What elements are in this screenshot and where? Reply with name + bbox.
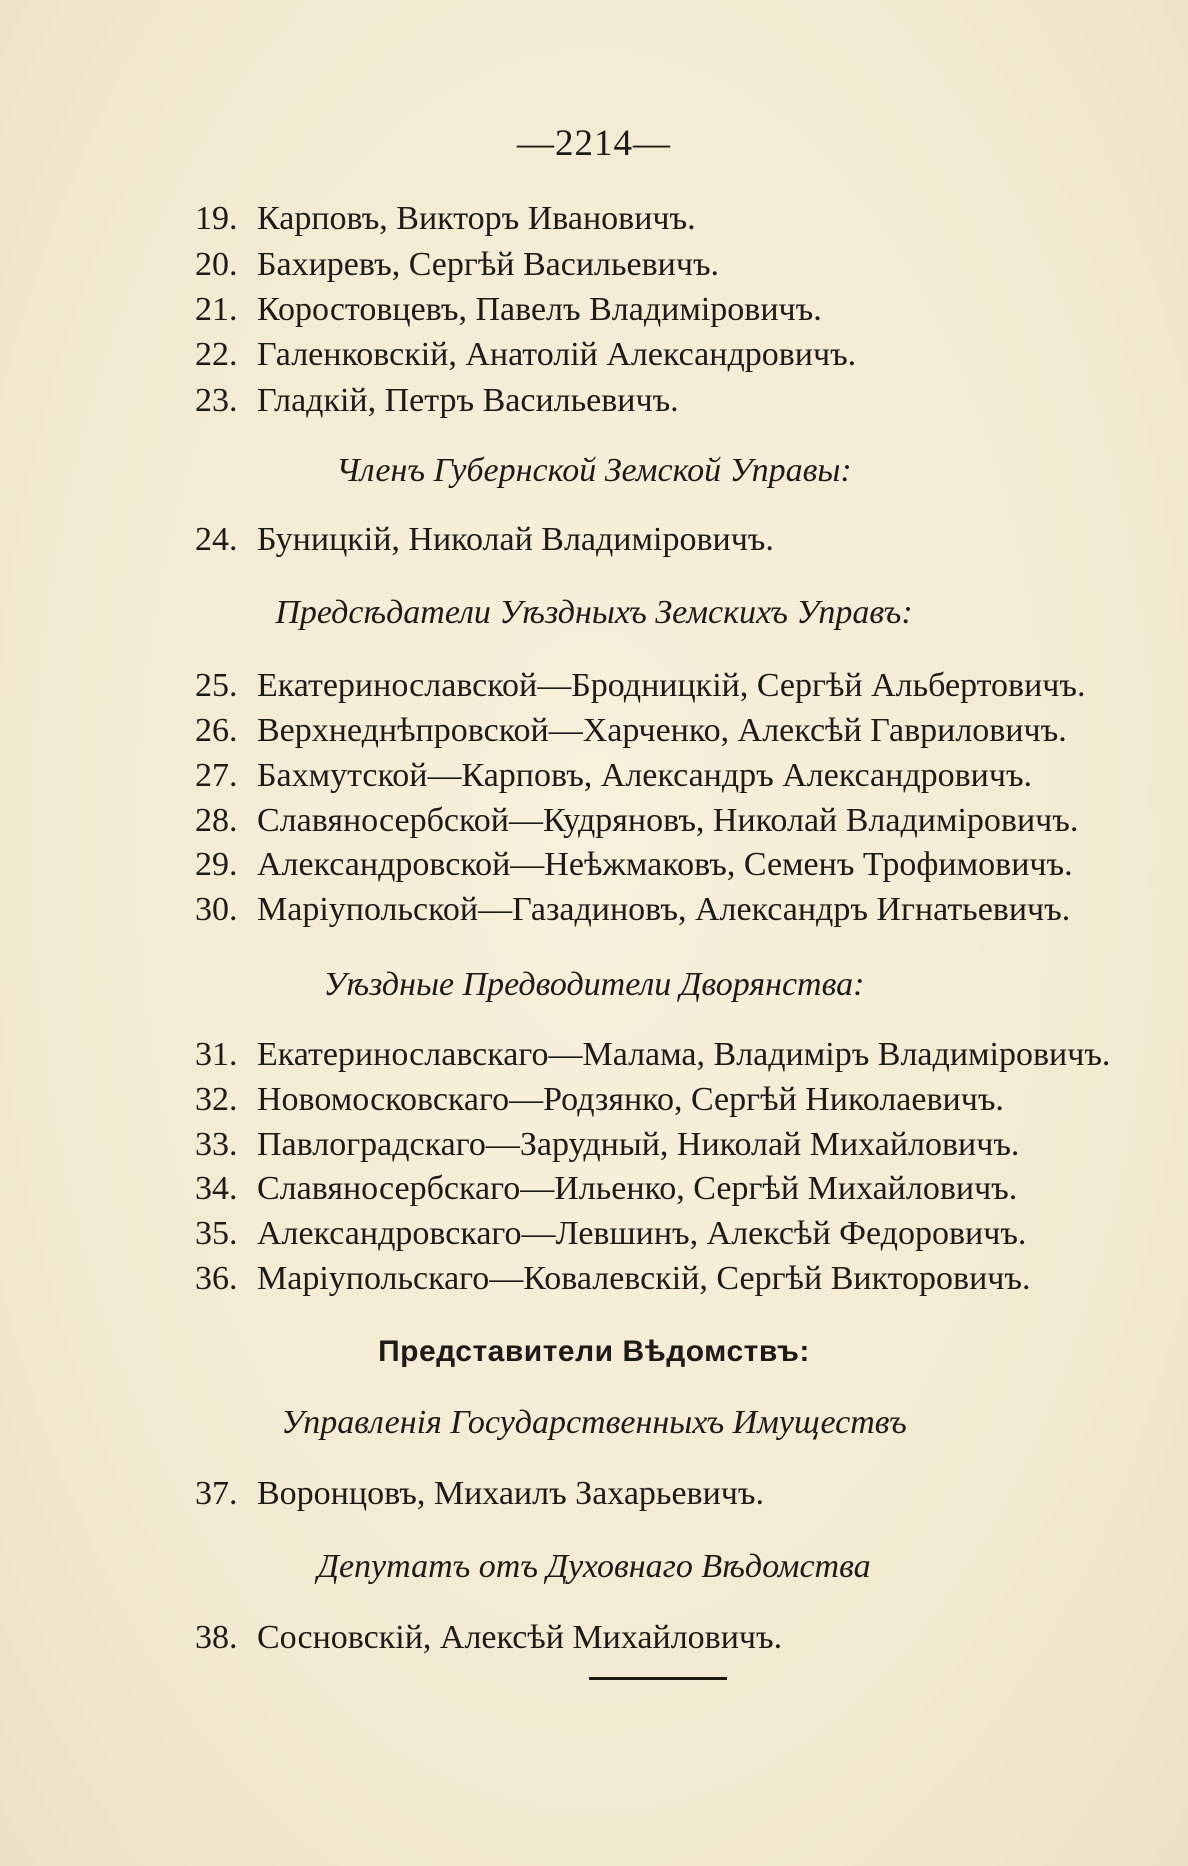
item-number: 33. <box>195 1126 238 1163</box>
item-text: Бахмутской—Карповъ, Александръ Александровичъ. <box>257 757 1033 794</box>
item-text: Марiупольскаго—Ковалевскiй, Сергѣй Викторовичъ. <box>257 1260 1031 1297</box>
item-number: 29. <box>195 846 238 883</box>
section-heading: Уѣздные Предводители Дворянства: <box>323 966 865 1003</box>
list-item <box>195 1257 1030 1301</box>
page-number: —2214— <box>517 123 671 164</box>
item-text: Александровской—Неѣжмаковъ, Семенъ Трофимовичъ. <box>257 846 1073 883</box>
item-number: 26. <box>195 712 238 749</box>
list-item <box>195 799 1078 843</box>
item-text: Марiупольской—Газадиновъ, Александръ Игнатьевичъ. <box>257 891 1071 928</box>
item-text: Буницкiй, Николай Владимiровичъ. <box>257 521 774 558</box>
item-text: Галенковскiй, Анатолiй Александровичъ. <box>257 336 857 373</box>
item-number: 25. <box>195 667 238 704</box>
item-text: Верхнеднѣпровской—Харченко, Алексѣй Гавриловичъ. <box>257 712 1067 749</box>
list-item <box>195 888 1070 932</box>
section-heading: Предсѣдатели Уѣздныхъ Земскихъ Управъ: <box>275 594 913 631</box>
list-item <box>195 1212 1026 1256</box>
section-subheading: Управленiя Государственныхъ Имуществъ <box>281 1404 907 1441</box>
item-text: Екатеринославской—Бродницкiй, Сергѣй Альбертовичъ. <box>257 667 1086 704</box>
section-subheading: Депутатъ отъ Духовнаго Вѣдомства <box>317 1548 871 1585</box>
item-text: Коростовцевъ, Павелъ Владимiровичъ. <box>257 291 822 328</box>
item-number: 37. <box>195 1475 238 1512</box>
list-item <box>195 379 679 423</box>
item-number: 36. <box>195 1260 238 1297</box>
item-text: Павлоградскаго—Зарудный, Николай Михайловичъ. <box>257 1126 1020 1163</box>
list-item <box>195 1078 1004 1122</box>
list-item <box>195 664 1085 708</box>
item-text: Екатеринославскаго—Малама, Владимiръ Владимiровичъ. <box>257 1036 1111 1073</box>
list-item <box>195 518 774 562</box>
list-item <box>195 333 856 377</box>
item-number: 27. <box>195 757 238 794</box>
item-number: 34. <box>195 1170 238 1207</box>
item-number: 35. <box>195 1215 238 1252</box>
item-text: Новомосковскаго—Родзянко, Сергѣй Николаевичъ. <box>257 1081 1004 1118</box>
item-text: Гладкiй, Петръ Васильевичъ. <box>257 382 679 419</box>
item-number: 28. <box>195 802 238 839</box>
item-text: Карповъ, Викторъ Ивановичъ. <box>257 200 696 237</box>
list-item <box>195 709 1067 753</box>
item-number: 19. <box>195 200 238 237</box>
list-item <box>195 1616 782 1660</box>
list-item <box>195 288 822 332</box>
list-item <box>195 1472 764 1516</box>
closing-rule <box>589 1677 727 1680</box>
list-item <box>195 1033 1110 1077</box>
item-number: 38. <box>195 1619 238 1656</box>
item-text: Сосновскiй, Алексѣй Михайловичъ. <box>257 1619 783 1656</box>
item-text: Александровскаго—Левшинъ, Алексѣй Федоровичъ. <box>257 1215 1027 1252</box>
item-text: Славяносербскаго—Ильенко, Сергѣй Михайловичъ. <box>257 1170 1018 1207</box>
item-number: 24. <box>195 521 238 558</box>
section-heading: Членъ Губернской Земской Управы: <box>336 452 852 489</box>
list-item <box>195 197 696 241</box>
item-text: Славяносербской—Кудряновъ, Николай Владимiровичъ. <box>257 802 1079 839</box>
item-number: 22. <box>195 336 238 373</box>
list-item <box>195 843 1073 887</box>
item-number: 20. <box>195 246 238 283</box>
item-number: 31. <box>195 1036 238 1073</box>
list-item <box>195 754 1032 798</box>
item-number: 21. <box>195 291 238 328</box>
item-number: 32. <box>195 1081 238 1118</box>
list-item <box>195 1167 1017 1211</box>
item-text: Бахиревъ, Сергѣй Васильевичъ. <box>257 246 720 283</box>
section-heading: Представители Вѣдомствъ: <box>378 1335 810 1368</box>
item-text: Воронцовъ, Михаилъ Захарьевичъ. <box>257 1475 764 1512</box>
list-item <box>195 1123 1019 1167</box>
list-item <box>195 243 719 287</box>
item-number: 30. <box>195 891 238 928</box>
item-number: 23. <box>195 382 238 419</box>
